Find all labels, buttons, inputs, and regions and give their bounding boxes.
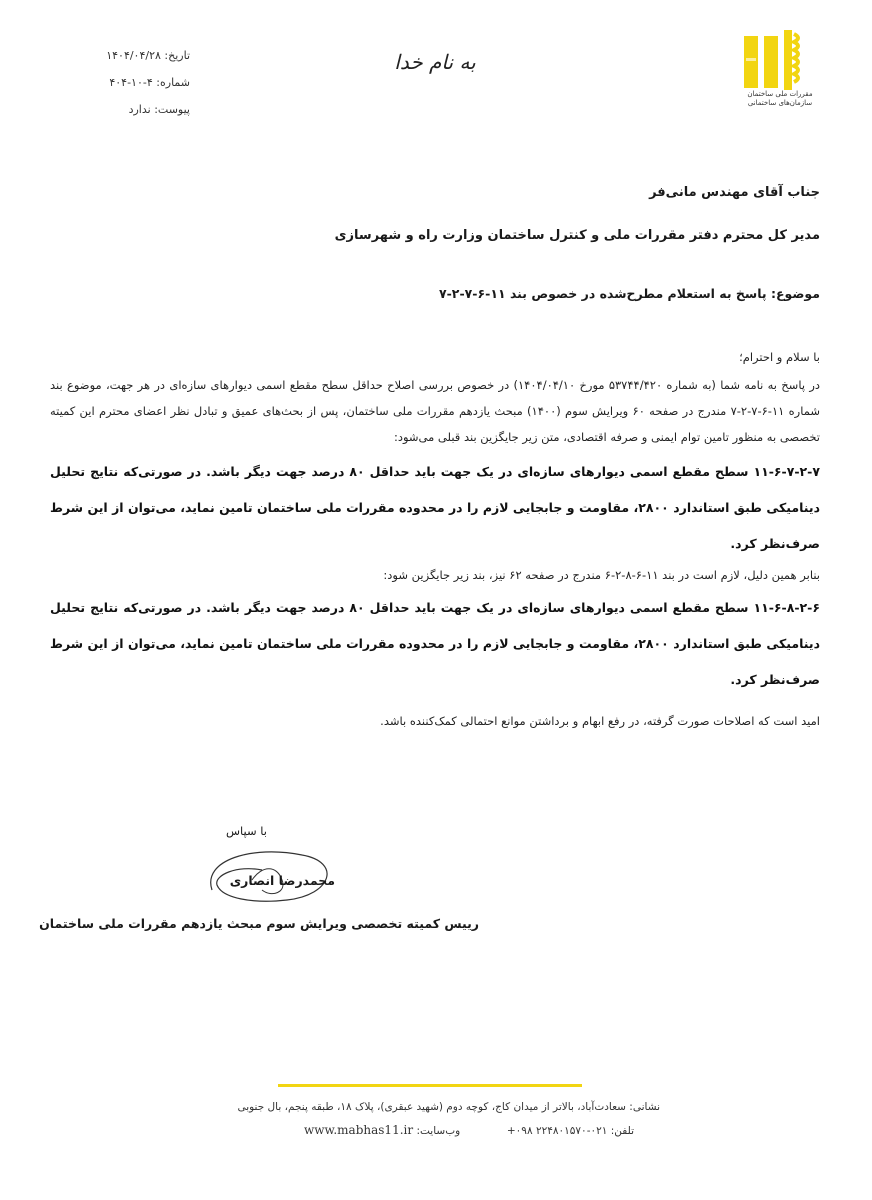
footer-phone: تلفن: ۰۲۱-۲۲۴۸۰۱۵۷۰ ۰۹۸+ (506, 1125, 634, 1137)
attachment-label: پیوست: (154, 103, 190, 116)
greeting: با سلام و احترام؛ (739, 350, 820, 364)
letter-body (50, 344, 820, 734)
paragraph-2: بنابر همین دلیل، لازم است در بند ۱۱-۶-۸-۲-۶ مندرج در صفحه ۶۲ نیز، بند زیر جایگزین شود: (383, 568, 820, 582)
attachment-row (40, 96, 190, 123)
footer-divider (278, 1084, 582, 1087)
footer-address: نشانی: سعادت‌آباد، بالاتر از میدان کاج، کوچه دوم (شهید عبقری)، پلاک ۱۸، طبقه پنجم، بال جنوبی (237, 1101, 660, 1113)
letter-meta (40, 42, 190, 123)
clause-1: ۱۱-۶-۷-۲-۷ سطح مقطع اسمی دیوارهای سازه‌ای در یک جهت باید حداقل ۸۰ درصد جهت دیگر باشد. در صورتی‌که نتایج تحلیل دینامیکی طبق استاندارد ۲۸۰۰، مقاومت و جابجایی لازم را در محدوده مقررات ملی ساختمان تامین نماید، می‌توان از این شرط صرف‌نظر کرد. (50, 464, 821, 551)
number-value: ۴-۱۰-۴۰۴ (109, 76, 153, 89)
date-value: ۱۴۰۴/۰۴/۲۸ (106, 49, 161, 62)
addressee-name: جناب آقای مهندس مانی‌فر (649, 185, 820, 200)
paragraph-1: در پاسخ به نامه شما (به شماره ۵۳۷۴۴/۴۲۰ مورخ ۱۴۰۴/۰۴/۱۰) در خصوص بررسی اصلاح حداقل سطح مقطع اسمی دیوارهای سازه‌ای در هر جهت، موضوع بند شماره ۱۱-۶-۷-۲-۷ مندرج در صفحه ۶۰ ویرایش سوم (۱۴۰۰) مبحث یازدهم مقررات ملی ساختمان، پس از بحث‌های عمیق و تبادل نظر اعضای محترم این کمیته تخصصی به منظور تامین توام ایمنی و صرفه اقتصادی، متن زیر جایگزین بند قبلی می‌شود: (50, 378, 820, 444)
letter-subject: موضوع: پاسخ به استعلام مطرح‌شده در خصوص بند ۱۱-۶-۷-۲-۷ (438, 286, 820, 301)
closing-thanks: با سپاس (225, 824, 267, 838)
footer-contact (304, 1123, 634, 1137)
date-label: تاریخ: (164, 49, 190, 62)
paragraph-3: امید است که اصلاحات صورت گرفته، در رفع ابهام و برداشتن موانع احتمالی کمک‌کننده باشد. (380, 714, 820, 728)
logo-caption: مقررات ملی ساختمان سازمان‌های ساختمانی (747, 90, 813, 107)
number-label: شماره: (156, 76, 190, 89)
number-row (40, 69, 190, 96)
basmala: به نام خدا (394, 50, 476, 74)
footer-website-label: وب‌سایت: (416, 1125, 461, 1137)
attachment-value: ندارد (128, 103, 151, 116)
signer-name: محمدرضا انصاری (229, 873, 335, 888)
footer-website-link[interactable]: www.mabhas11.ir (303, 1123, 414, 1137)
signer-title: رییس کمیته تخصصی ویرایش سوم مبحث یازدهم مقررات ملی ساختمان (39, 916, 479, 931)
clause-2: ۱۱-۶-۸-۲-۶ سطح مقطع اسمی دیوارهای سازه‌ای در یک جهت باید حداقل ۸۰ درصد جهت دیگر باشد. در صورتی‌که نتایج تحلیل دینامیکی طبق استاندارد ۲۸۰۰، مقاومت و جابجایی لازم را در محدوده مقررات ملی ساختمان تامین نماید، می‌توان از این شرط صرف‌نظر کرد. (50, 600, 821, 687)
addressee-title: مدیر کل محترم دفتر مقررات ملی و کنترل ساختمان وزارت راه و شهرسازی (334, 228, 820, 243)
date-row (40, 42, 190, 69)
